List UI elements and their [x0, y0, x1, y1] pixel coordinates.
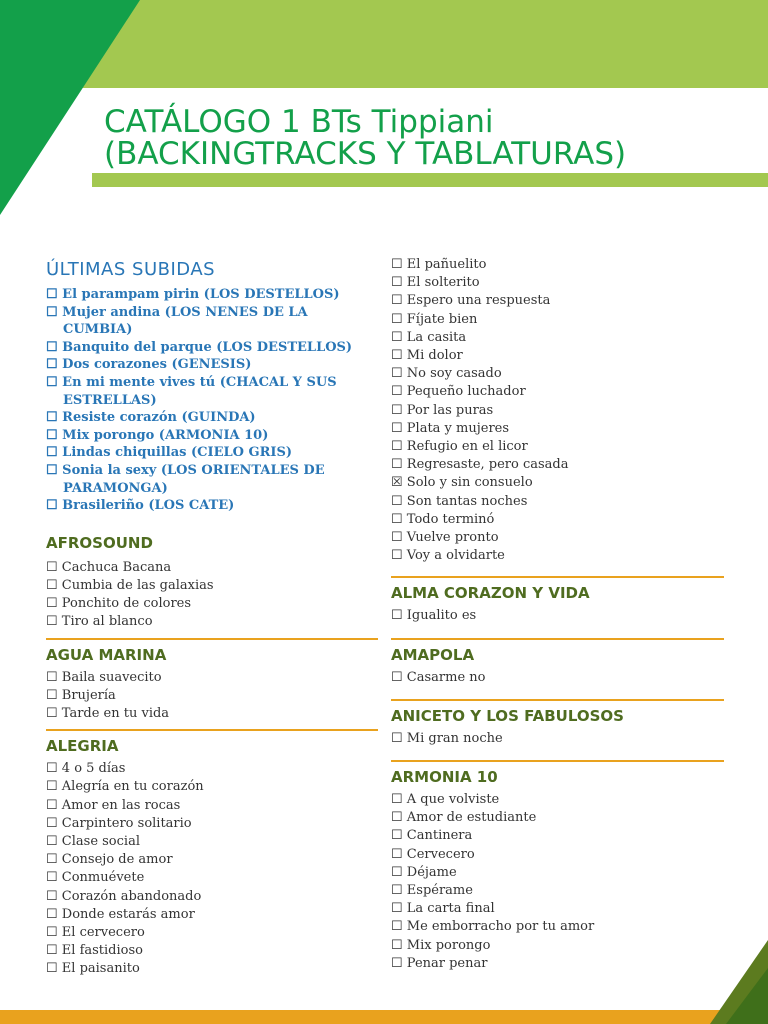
list-item[interactable]: ☐ Casarme no — [391, 669, 486, 685]
list-item[interactable]: ☐ Brasileriño (LOS CATE) — [46, 498, 235, 514]
page-title-line-2: (BACKINGTRACKS Y TABLATURAS) — [104, 136, 627, 172]
section-ultimas-subidas — [46, 258, 378, 515]
list-item[interactable]: ☐ Mi dolor — [391, 348, 463, 364]
list-item[interactable]: ☐ A que volviste — [391, 792, 500, 808]
section-alma-corazon-y-vida — [391, 583, 724, 625]
list-item[interactable]: ☐ Déjame — [391, 864, 457, 880]
section-afrosound — [46, 533, 378, 632]
list-item[interactable]: ☐ Lindas chiquillas (CIELO GRIS) — [46, 445, 293, 461]
item-list — [391, 791, 724, 973]
list-item[interactable]: ☐ Amor en las rocas — [46, 797, 181, 813]
list-item[interactable]: ☐ Cumbia de las galaxias — [46, 577, 214, 593]
section-divider — [391, 576, 724, 578]
list-item[interactable]: ☐ Clase social — [46, 833, 140, 849]
list-item[interactable]: ☐ La carta final — [391, 901, 495, 917]
list-item[interactable]: ☐ Donde estarás amor — [46, 906, 195, 922]
list-item[interactable]: ☐ Tiro al blanco — [46, 614, 153, 630]
item-list — [391, 669, 724, 687]
section-alegria — [46, 736, 378, 978]
section-divider — [46, 638, 378, 640]
section-heading: ALMA CORAZON Y VIDA — [391, 584, 590, 603]
list-item[interactable]: ☐ Son tantas noches — [391, 493, 528, 509]
list-item[interactable]: ☐ Cervecero — [391, 846, 475, 862]
section-heading: AFROSOUND — [46, 533, 153, 552]
list-item[interactable]: ☐ Vuelve pronto — [391, 530, 499, 546]
list-item[interactable]: ☐ Voy a olvidarte — [391, 548, 505, 564]
list-item[interactable]: ☐ Me emborracho por tu amor — [391, 919, 595, 935]
section-divider — [391, 699, 724, 701]
list-item[interactable]: ☐ Mix porongo (ARMONIA 10) — [46, 427, 269, 443]
list-item[interactable]: ☐ El paisanito — [46, 961, 140, 977]
list-item[interactable]: ☐ Por las puras — [391, 402, 494, 418]
item-list — [46, 559, 378, 632]
list-item[interactable]: ☐ Fíjate bien — [391, 311, 478, 327]
list-item[interactable]: ☐ Tarde en tu vida — [46, 705, 170, 721]
list-item[interactable]: ☐ Carpintero solitario — [46, 815, 192, 831]
section-heading: ÚLTIMAS SUBIDAS — [46, 259, 216, 280]
section-heading: ARMONIA 10 — [391, 768, 498, 787]
item-list — [46, 760, 378, 978]
list-item[interactable]: ☐ El solterito — [391, 275, 480, 291]
list-item[interactable]: ☐ 4 o 5 días — [46, 761, 126, 777]
right-column — [391, 256, 724, 973]
section-divider — [391, 760, 724, 762]
section-divider — [391, 638, 724, 640]
page-title — [104, 106, 744, 170]
list-item[interactable]: ☐ Regresaste, pero casada — [391, 457, 569, 473]
list-item[interactable]: ☐ Igualito es — [391, 608, 477, 624]
list-item[interactable]: ☐ Espero una respuesta — [391, 293, 551, 309]
list-item[interactable]: ☐ Conmuévete — [46, 870, 145, 886]
list-item[interactable]: ☐ Sonia la sexy (LOS ORIENTALES DE PARAMONGA) — [46, 462, 325, 496]
list-item[interactable]: ☒ Solo y sin consuelo — [391, 475, 533, 491]
item-list — [46, 286, 378, 515]
section-divider — [46, 729, 378, 731]
list-item[interactable]: ☐ No soy casado — [391, 366, 502, 382]
list-item[interactable]: ☐ Consejo de amor — [46, 852, 173, 868]
list-item[interactable]: ☐ El parampam pirin (LOS DESTELLOS) — [46, 287, 340, 302]
spacer — [46, 515, 378, 533]
list-item[interactable]: ☐ Cantinera — [391, 828, 473, 844]
list-item[interactable]: ☐ Mi gran noche — [391, 730, 503, 746]
list-item[interactable]: ☐ El cervecero — [46, 924, 145, 940]
list-item[interactable]: ☐ Brujería — [46, 687, 116, 703]
item-list — [391, 256, 724, 565]
list-item[interactable]: ☐ En mi mente vives tú (CHACAL Y SUS ESTRELLAS) — [46, 374, 337, 408]
list-item[interactable]: ☐ Mujer andina (LOS NENES DE LA CUMBIA) — [46, 304, 308, 338]
list-item[interactable]: ☐ Dos corazones (GENESIS) — [46, 357, 252, 373]
page-title-line-1: CATÁLOGO 1 BTs Tippiani — [104, 104, 494, 140]
list-item[interactable]: ☐ Plata y mujeres — [391, 420, 510, 436]
list-item[interactable]: ☐ Corazón abandonado — [46, 888, 202, 904]
list-item[interactable]: ☐ Amor de estudiante — [391, 810, 537, 826]
item-list — [391, 607, 724, 625]
list-item[interactable]: ☐ Penar penar — [391, 955, 488, 971]
list-item[interactable]: ☐ Resiste corazón (GUINDA) — [46, 410, 256, 426]
section-aniceto-y-los-fabulosos — [391, 706, 724, 748]
section-heading: ANICETO Y LOS FABULOSOS — [391, 706, 624, 725]
list-item[interactable]: ☐ Refugio en el licor — [391, 439, 528, 455]
item-list — [391, 730, 724, 748]
section-heading: AGUA MARINA — [46, 645, 167, 664]
list-item[interactable]: ☐ Alegría en tu corazón — [46, 779, 204, 795]
section-heading: ALEGRIA — [46, 737, 119, 756]
list-item[interactable]: ☐ Espérame — [391, 883, 473, 899]
list-item[interactable]: ☐ El pañuelito — [391, 257, 487, 272]
list-item[interactable]: ☐ Baila suavecito — [46, 669, 162, 685]
section-armonia-10 — [391, 767, 724, 973]
footer-bar — [0, 1010, 768, 1024]
list-item[interactable]: ☐ Pequeño luchador — [391, 384, 526, 400]
list-item[interactable]: ☐ Todo terminó — [391, 511, 495, 527]
item-list — [46, 669, 378, 724]
list-item[interactable]: ☐ Banquito del parque (LOS DESTELLOS) — [46, 339, 353, 355]
section-alegria-continued — [391, 256, 724, 565]
section-amapola — [391, 645, 724, 687]
title-underline — [92, 173, 768, 187]
section-agua-marina — [46, 645, 378, 724]
list-item[interactable]: ☐ La casita — [391, 329, 467, 345]
section-heading: AMAPOLA — [391, 645, 475, 664]
list-item[interactable]: ☐ Mix porongo — [391, 937, 491, 953]
list-item[interactable]: ☐ Cachuca Bacana — [46, 559, 172, 575]
left-column — [46, 258, 378, 979]
list-item[interactable]: ☐ El fastidioso — [46, 943, 143, 959]
list-item[interactable]: ☐ Ponchito de colores — [46, 596, 192, 612]
